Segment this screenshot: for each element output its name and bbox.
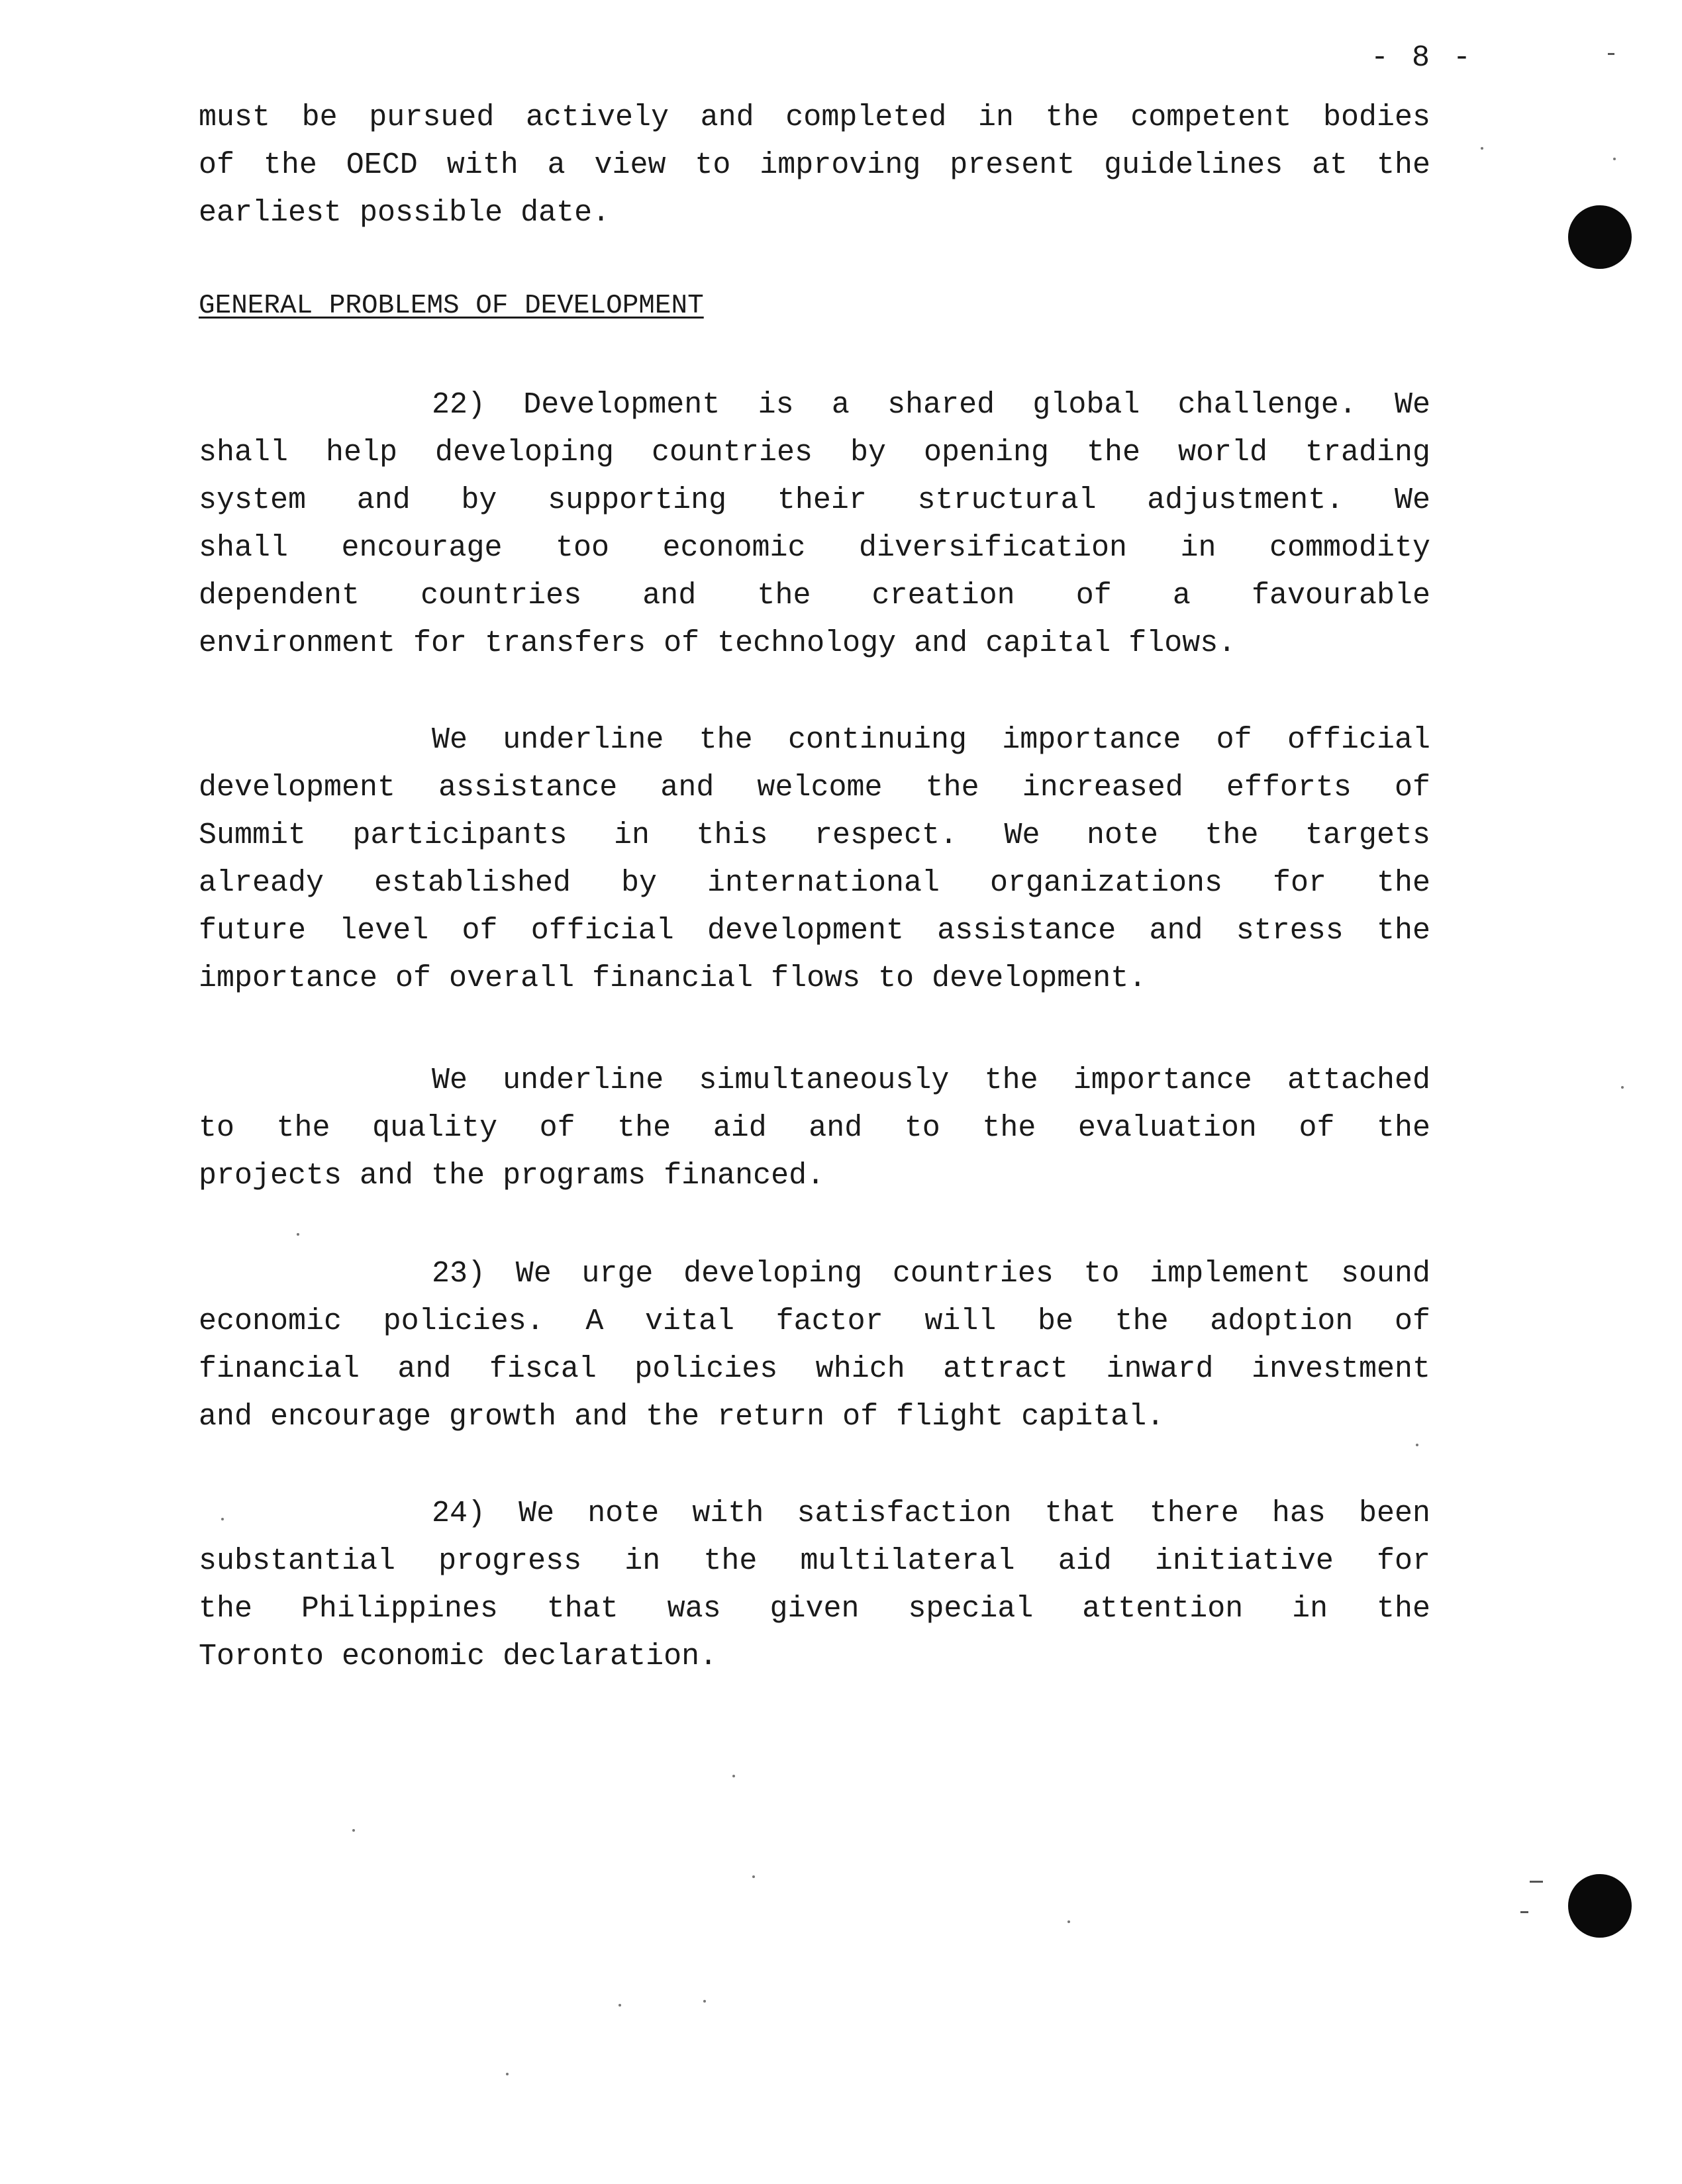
paragraph-line: 24) We note with satisfaction that there has been <box>432 1497 1430 1530</box>
scan-speck <box>506 2073 509 2075</box>
scan-speck <box>1067 1920 1070 1923</box>
paragraph-line: the Philippines that was given special attention in the <box>199 1592 1430 1626</box>
paragraph-line: must be pursued actively and completed in the competent bodies <box>199 101 1430 134</box>
paragraph-24 <box>199 1490 1430 1681</box>
paragraph-line: development assistance and welcome the increased efforts of <box>199 771 1430 805</box>
paragraph-oda <box>199 717 1430 1003</box>
scan-speck <box>352 1829 355 1832</box>
paragraph-line: earliest possible date. <box>199 196 611 230</box>
scan-speck <box>752 1875 755 1878</box>
scan-speck <box>703 2000 706 2003</box>
paragraph-line: We underline the continuing importance of official <box>432 723 1430 757</box>
paragraph-line: system and by supporting their structural adjustment. We <box>199 483 1430 517</box>
paragraph-22 <box>199 381 1430 668</box>
paragraph-line: shall encourage too economic diversification in commodity <box>199 531 1430 565</box>
scan-speck <box>221 1518 224 1520</box>
paragraph-line: Summit participants in this respect. We note the targets <box>199 819 1430 852</box>
paragraph-line: substantial progress in the multilateral aid initiative for <box>199 1544 1430 1578</box>
paragraph-line: Toronto economic declaration. <box>199 1640 718 1673</box>
scan-speck <box>1621 1086 1624 1089</box>
paragraph-line: dependent countries and the creation of a favourable <box>199 579 1430 613</box>
paragraph-23 <box>199 1250 1430 1441</box>
paragraph-line: 22) Development is a shared global challenge. We <box>432 388 1430 422</box>
paragraph-line: and encourage growth and the return of flight capital. <box>199 1400 1165 1434</box>
scan-speck <box>618 2004 621 2007</box>
punch-hole-bottom <box>1568 1874 1632 1938</box>
scan-mark <box>1530 1881 1543 1883</box>
paragraph-line: environment for transfers of technology and capital flows. <box>199 626 1236 660</box>
paragraph-line: shall help developing countries by opening the world trading <box>199 436 1430 470</box>
paragraph-line: We underline simultaneously the importance attached <box>432 1064 1430 1097</box>
paragraph-line: economic policies. A vital factor will be the adoption of <box>199 1305 1430 1338</box>
scan-mark <box>1520 1911 1528 1913</box>
paragraph-line: already established by international organizations for the <box>199 866 1430 900</box>
scan-speck <box>1613 158 1616 160</box>
scan-speck <box>1481 147 1483 150</box>
paragraph-line: of the OECD with a view to improving present guidelines at the <box>199 148 1430 182</box>
paragraph-line: projects and the programs financed. <box>199 1159 825 1193</box>
scan-speck <box>297 1233 299 1236</box>
paragraph-line: financial and fiscal policies which attract inward investment <box>199 1352 1430 1386</box>
intro-paragraph <box>199 94 1430 237</box>
page-number: - 8 - <box>1371 41 1474 75</box>
paragraph-line: future level of official development assistance and stress the <box>199 914 1430 948</box>
paragraph-aid-quality <box>199 1057 1430 1200</box>
paragraph-line: to the quality of the aid and to the evaluation of the <box>199 1111 1430 1145</box>
section-heading: GENERAL PROBLEMS OF DEVELOPMENT <box>199 291 704 321</box>
paragraph-line: 23) We urge developing countries to implement sound <box>432 1257 1430 1291</box>
scan-speck <box>732 1775 735 1777</box>
punch-hole-top <box>1568 205 1632 269</box>
paragraph-line: importance of overall financial flows to development. <box>199 962 1147 995</box>
scan-mark <box>1608 53 1614 55</box>
scan-speck <box>1416 1444 1418 1446</box>
